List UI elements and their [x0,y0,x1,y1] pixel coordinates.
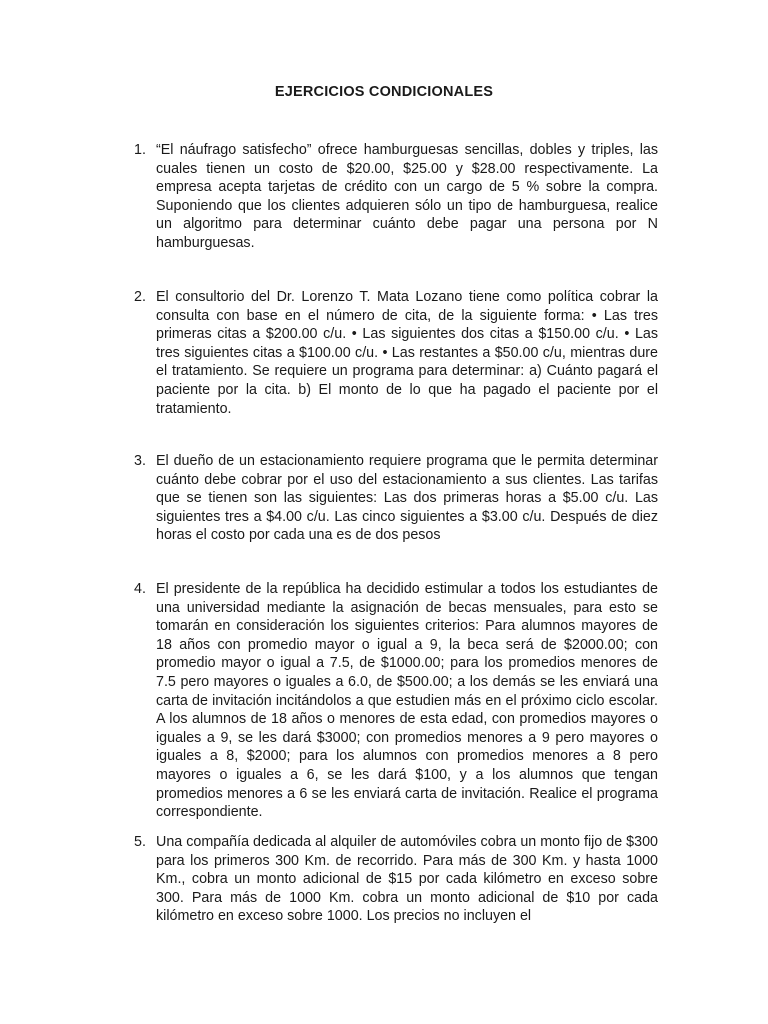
exercise-number: 4. [134,581,146,597]
exercise-text: El presidente de la república ha decidido estimular a todos los estudiantes de una universidad mediante la asignación de becas mensuales, para esto se tomarán en consideración los siguientes criterios: Para alumnos mayores de 18 años con promedio mayor o igual a 9, la beca será de $2000.00; con promedio mayor o igual a 7.5, de $1000.00; para los promedios menores de 7.5 pero mayores o iguales a 6.0, de $500.00; a los demás se les enviará una carta de invitación incitándolos a que estudien más en el próximo ciclo escolar. A los alumnos de 18 años o menores de esta edad, con promedios mayores o iguales a 9, se les dará $3000; con promedios menores a 9 pero mayores o iguales a 8, $2000; para los alumnos con promedios menores a 8 pero mayores o iguales a 6, se les dará $100, y a los alumnos que tengan promedios menores a 6 se les enviará carta de invitación. Realice el programa correspondiente. [156,581,658,821]
exercise-item-1 [134,141,658,253]
document-title: EJERCICIOS CONDICIONALES [274,84,494,100]
exercise-number: 5. [134,834,146,850]
exercise-item-3 [134,452,658,545]
exercise-number: 2. [134,289,146,305]
exercise-text: El dueño de un estacionamiento requiere programa que le permita determinar cuánto debe cobrar por el uso del estacionamiento a sus clientes. Las tarifas que se tienen son las siguientes: Las dos primeras horas a $5.00 c/u. Las siguientes tres a $4.00 c/u. Las cinco siguientes a $3.00 c/u. Después de diez horas el costo por cada una es de dos pesos [156,453,658,544]
exercise-text: “El náufrago satisfecho” ofrece hamburguesas sencillas, dobles y triples, las cuales tienen un costo de $20.00, $25.00 y $28.00 respectivamente. La empresa acepta tarjetas de crédito con un cargo de 5 % sobre la compra. Suponiendo que los clientes adquieren sólo un tipo de hamburguesa, realice un algoritmo para determinar cuánto debe pagar una persona por N hamburguesas. [156,142,658,251]
exercise-item-2 [134,288,658,418]
exercise-item-4 [134,580,658,822]
exercise-text: Una compañía dedicada al alquiler de automóviles cobra un monto fijo de $300 para los primeros 300 Km. de recorrido. Para más de 300 Km. y hasta 1000 Km., cobra un monto adicional de $15 por cada kilómetro en exceso sobre 300. Para más de 1000 Km. cobra un monto adicional de $10 por cada kilómetro en exceso sobre 1000. Los precios no incluyen el [156,834,658,925]
exercise-text: El consultorio del Dr. Lorenzo T. Mata Lozano tiene como política cobrar la consulta con base en el número de cita, de la siguiente forma: • Las tres primeras citas a $200.00 c/u. • Las siguientes dos citas a $150.00 c/u. • Las tres siguientes citas a $100.00 c/u. • Las restantes a $50.00 c/u, mientras dure el tratamiento. Se requiere un programa para determinar: a) Cuánto pagará el paciente por la cita. b) El monto de lo que ha pagado el paciente por el tratamiento. [156,289,658,417]
exercise-item-5 [134,833,658,926]
exercise-number: 3. [134,453,146,469]
exercise-number: 1. [134,142,146,158]
